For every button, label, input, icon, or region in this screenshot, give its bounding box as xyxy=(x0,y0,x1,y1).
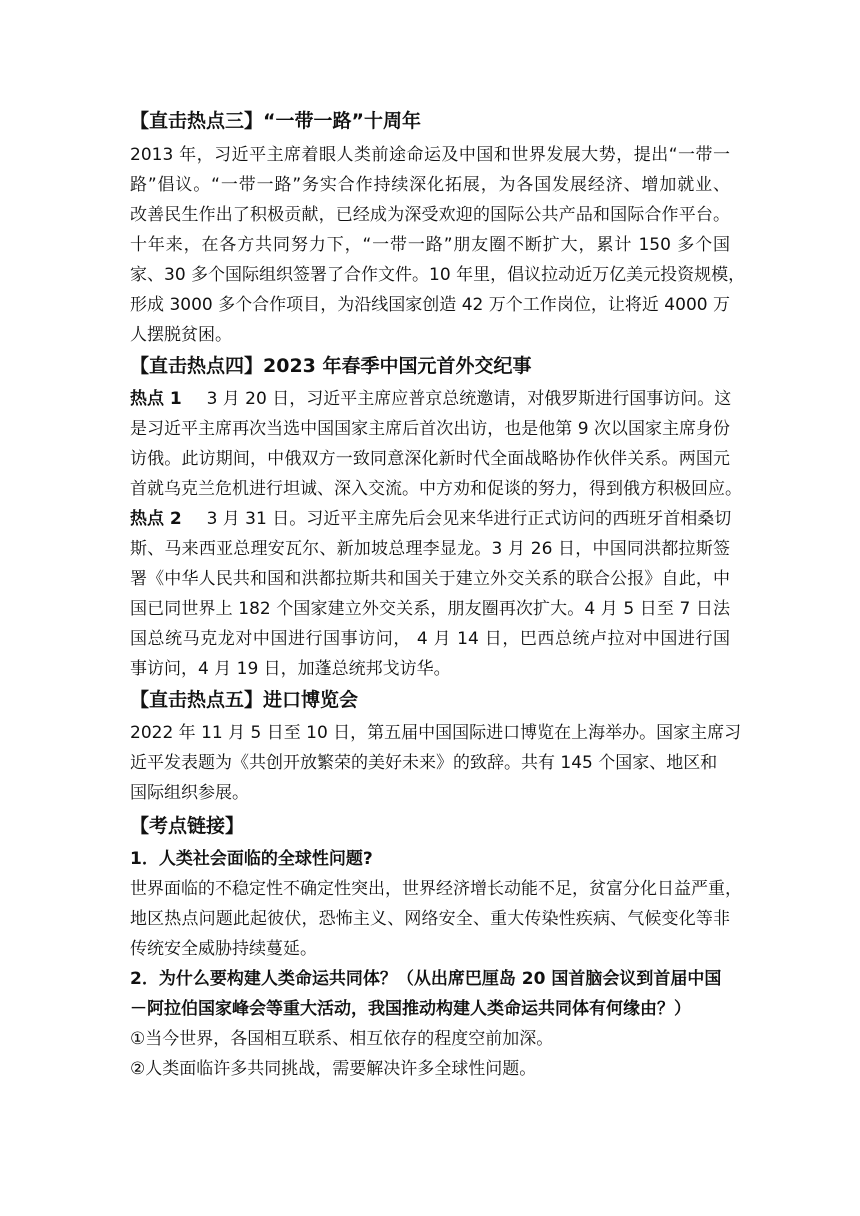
text-line: 十年来，在各方共同努力下，“一带一路”朋友圈不断扩大，累计 150 多个国 xyxy=(130,235,730,255)
text-line: 斯、马来西亚总理安瓦尔、新加坡总理李显龙。3 月 26 日，中国同洪都拉斯签 xyxy=(130,539,730,559)
text-line: 2013 年，习近平主席着眼人类前途命运及中国和世界发展大势，提出“一带一 xyxy=(130,145,730,165)
text-line: 署《中华人民共和国和洪都拉斯共和国关于建立外交关系的联合公报》自此，中 xyxy=(130,569,730,589)
answer-point-2: ②人类面临许多共同挑战，需要解决许多全球性问题。 xyxy=(130,1059,537,1079)
question-1: 1．人类社会面临的全球性问题? xyxy=(130,849,373,869)
text-line: 首就乌克兰危机进行坦诚、深入交流。中方劝和促谈的努力，得到俄方积极回应。 xyxy=(130,479,742,499)
text-line: 访俄。此访期间，中俄双方一致同意深化新时代全面战略协作伙伴关系。两国元 xyxy=(130,449,730,469)
text-line: 人摆脱贫困。 xyxy=(130,325,232,345)
answer-point-1: ①当今世界，各国相互联系、相互依存的程度空前加深。 xyxy=(130,1029,554,1049)
text-line: 2022 年 11 月 5 日至 10 日，第五届中国国际进口博览在上海举办。国家主席习 xyxy=(130,723,742,743)
hotspot-1-line xyxy=(130,386,730,413)
question-2-line-2: －阿拉伯国家峰会等重大活动，我国推动构建人类命运共同体有何缘由？） xyxy=(130,999,691,1019)
text-line: 是习近平主席再次当选中国国家主席后首次出访，也是他第 9 次以国家主席身份 xyxy=(130,419,730,439)
text-line: 家、30 多个国际组织签署了合作文件。10 年里，倡议拉动近万亿美元投资规模， xyxy=(130,265,746,285)
text-line: 地区热点问题此起彼伏，恐怖主义、网络安全、重大传染性疾病、气候变化等非 xyxy=(130,909,730,929)
hotspot-1-label: 热点 1 xyxy=(130,389,182,409)
hotspot-2-text: 3 月 31 日。习近平主席先后会见来华进行正式访问的西班牙首相桑切 xyxy=(206,509,732,529)
text-line: 形成 3000 多个合作项目，为沿线国家创造 42 万个工作岗位，让将近 4000 万 xyxy=(130,295,730,315)
text-line: 国总统马克龙对中国进行国事访问， 4 月 14 日，巴西总统卢拉对中国进行国 xyxy=(130,629,730,649)
text-line: 路”倡议。“一带一路”务实合作持续深化拓展，为各国发展经济、增加就业、 xyxy=(130,175,730,195)
question-2-line-1: 2．为什么要构建人类命运共同体？（从出席巴厘岛 20 国首脑会议到首届中国 xyxy=(130,969,722,989)
text-line: 世界面临的不稳定性不确定性突出，世界经济增长动能不足，贫富分化日益严重， xyxy=(130,879,742,899)
heading-exam-links: 【考点链接】 xyxy=(130,815,245,837)
heading-hotspot-5: 【直击热点五】进口博览会 xyxy=(130,689,359,711)
text-line: 改善民生作出了积极贡献，已经成为深受欢迎的国际公共产品和国际合作平台。 xyxy=(130,205,730,225)
text-line: 事访问，4 月 19 日，加蓬总统邦戈访华。 xyxy=(130,659,451,679)
hotspot-2-line xyxy=(130,506,730,533)
hotspot-2-label: 热点 2 xyxy=(130,509,182,529)
heading-hotspot-3: 【直击热点三】“一带一路”十周年 xyxy=(130,110,421,132)
heading-hotspot-4: 【直击热点四】2023 年春季中国元首外交纪事 xyxy=(130,355,532,377)
text-line: 国际组织参展。 xyxy=(130,783,249,803)
text-line: 传统安全威胁持续蔓延。 xyxy=(130,939,317,959)
text-line: 国已同世界上 182 个国家建立外交关系，朋友圈再次扩大。4 月 5 日至 7 日法 xyxy=(130,599,730,619)
hotspot-1-text: 3 月 20 日，习近平主席应普京总统邀请，对俄罗斯进行国事访问。这 xyxy=(206,389,732,409)
text-line: 近平发表题为《共创开放繁荣的美好未来》的致辞。共有 145 个国家、地区和 xyxy=(130,753,718,773)
